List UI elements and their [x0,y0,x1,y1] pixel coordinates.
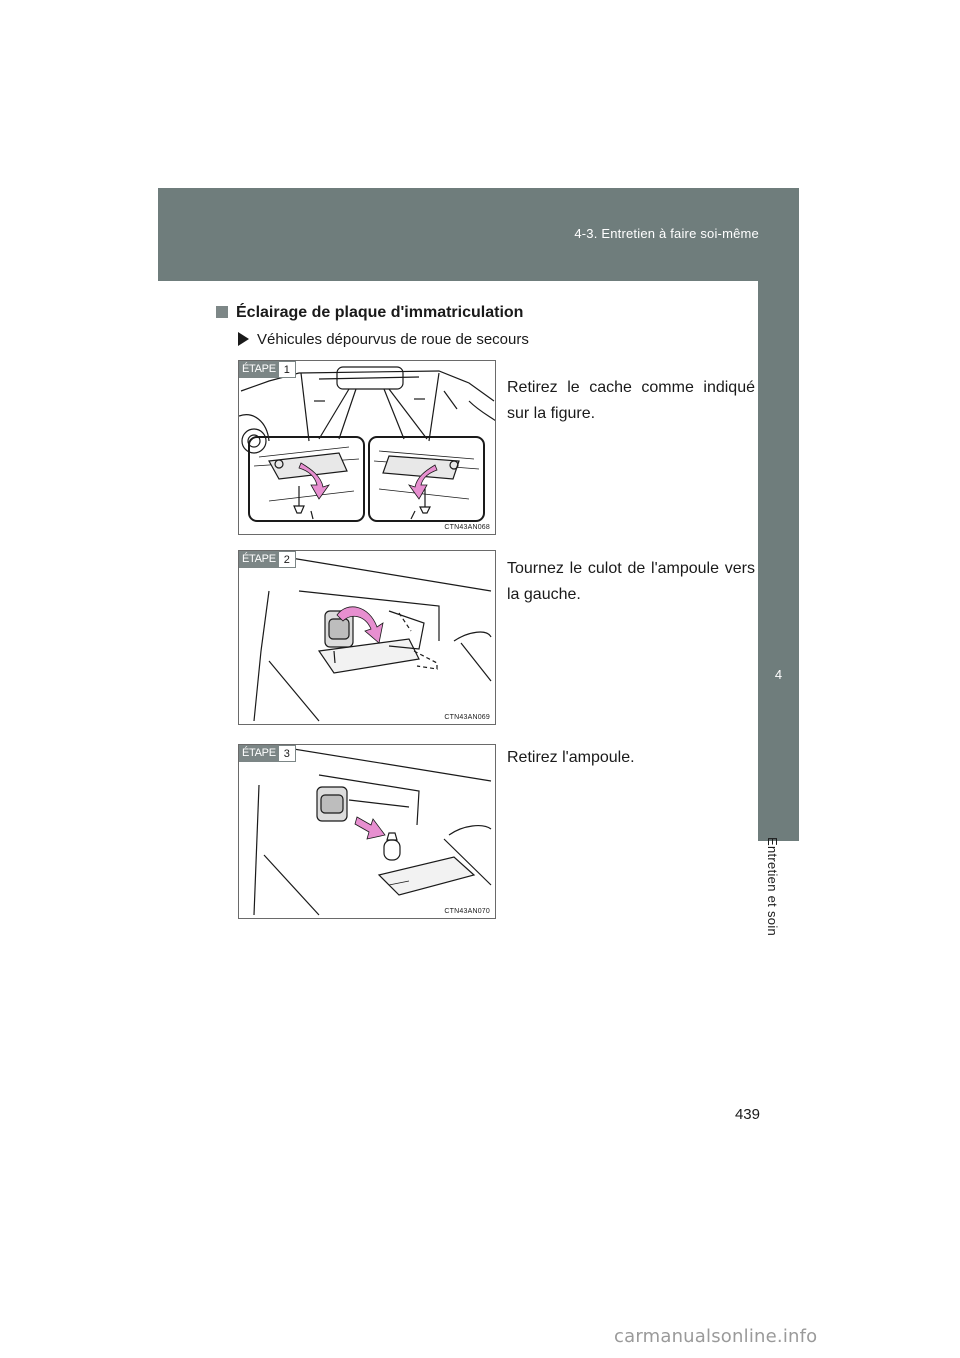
step-2-badge-number: 2 [279,551,296,568]
step-1-badge-label: ÉTAPE [239,361,279,378]
step-3-badge-label: ÉTAPE [239,745,279,762]
footer-watermark[interactable]: carmanualsonline.info [614,1326,818,1347]
chapter-number: 4 [774,667,783,682]
page-number: 439 [734,1106,760,1123]
step-1-text: Retirez le cache comme indiqué sur la figure. [507,379,755,422]
sub-heading [216,304,523,322]
section-header-band [158,188,799,281]
step-2-text: Tournez le culot de l'ampoule vers la gauche. [507,560,755,603]
step-2-badge-label: ÉTAPE [239,551,279,568]
square-bullet-icon [216,306,228,318]
step-2-figure [238,550,496,725]
step-1-badge [239,361,296,378]
section-title: 4-3. Entretien à faire soi-même [574,226,759,241]
bulb-socket-turn-illustration [239,551,496,725]
step-2-figure-code: CTN43AN069 [444,714,490,721]
step-3-badge-number: 3 [279,745,296,762]
chapter-side-tab[interactable] [758,281,799,937]
step-2-badge [239,551,296,568]
step-3-figure-code: CTN43AN070 [444,908,490,915]
license-light-cover-illustration [239,361,496,535]
condition-line [238,331,529,348]
chapter-title: Entretien et soin [765,837,780,937]
step-1-figure-code: CTN43AN068 [444,524,490,531]
bulb-removal-illustration [239,745,496,919]
step-1-badge-number: 1 [279,361,296,378]
triangle-bullet-icon [238,332,249,346]
step-1-figure [238,360,496,535]
step-3-text: Retirez l'ampoule. [507,749,635,766]
sub-heading-text: Éclairage de plaque d'immatriculation [236,304,524,321]
step-3-badge [239,745,296,762]
condition-text: Véhicules dépourvus de roue de secours [257,331,529,348]
step-3-figure [238,744,496,919]
